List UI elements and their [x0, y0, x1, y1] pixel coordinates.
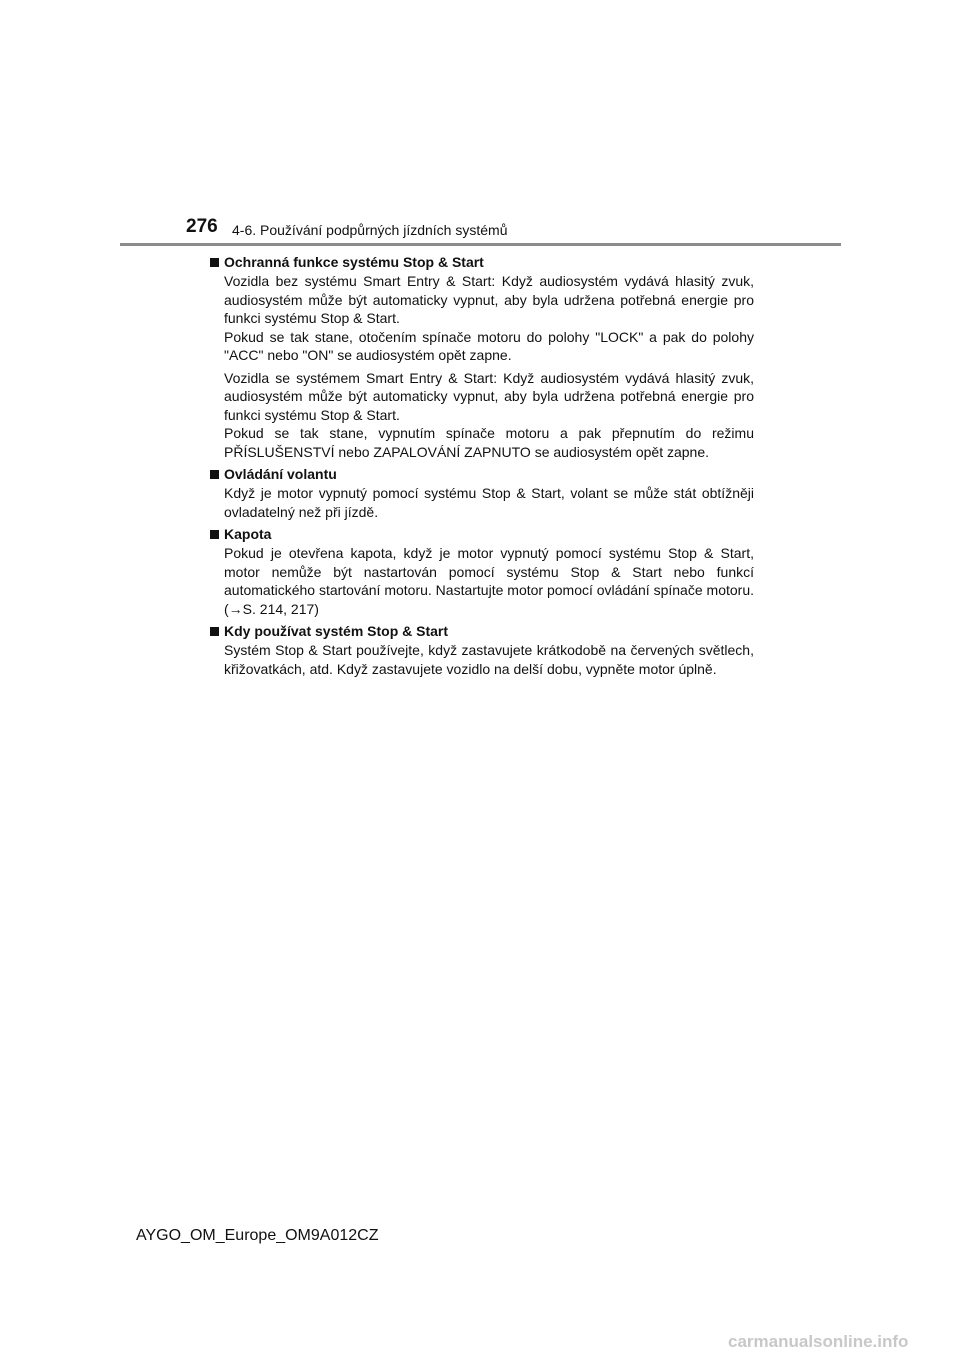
section-steering: [210, 465, 754, 521]
section-when-to-use: [210, 622, 754, 678]
square-bullet-icon: [210, 627, 219, 636]
section-heading-text: Ochranná funkce systému Stop & Start: [224, 254, 484, 270]
section-heading-text: Ovládání volantu: [224, 466, 337, 482]
section-heading: [210, 525, 754, 544]
section-stop-start-protection: [210, 253, 754, 461]
paragraph: Systém Stop & Start používejte, když zastavujete krátkodobě na červených světlech, křižovatkách, atd. Když zastavujete vozidlo na delší dobu, vypněte motor úplně.: [224, 642, 754, 677]
chapter-title: 4-6. Používání podpůrných jízdních systémů: [232, 222, 508, 238]
section-hood: [210, 525, 754, 618]
section-heading: [210, 465, 754, 484]
document-code: AYGO_OM_Europe_OM9A012CZ: [136, 1227, 379, 1244]
paragraph: Pokud je otevřena kapota, když je motor vypnutý pomocí systému Stop & Start, motor nemůže být nastartován pomocí systému Stop & Start nebo funkcí automatického startování motoru. Nastartujte motor pomocí ovládání spínače motoru. (→S. 214, 217): [224, 545, 754, 617]
paragraph: Vozidla se systémem Smart Entry & Start: Když audiosystém vydává hlasitý zvuk, audiosystém může být automaticky vypnut, aby byla udržena potřebná energie pro funkci systému Stop & Start. Pokud se tak stane, vypnutím spínače motoru a pak přepnutím do režimu PŘÍSLUŠENSTVÍ nebo ZAPALOVÁNÍ ZAPNUTO se audiosystém opět zapne.: [224, 369, 754, 460]
page-content: [210, 253, 754, 682]
watermark: carmanualsonline.info: [728, 1332, 909, 1351]
page-number: 276: [186, 216, 218, 237]
header-divider: [120, 243, 841, 246]
paragraph: Vozidla bez systému Smart Entry & Start: Když audiosystém vydává hlasitý zvuk, audiosystém může být automaticky vypnut, aby byla udržena potřebná energie pro funkci systému Stop & Start. Pokud se tak stane, otočením spínače motoru do polohy "LOCK" a pak do polohy "ACC" nebo "ON" se audiosystém opět zapne.: [224, 273, 754, 363]
section-heading-text: Kapota: [224, 526, 272, 542]
section-heading-text: Kdy používat systém Stop & Start: [224, 623, 449, 639]
paragraph: Když je motor vypnutý pomocí systému Stop & Start, volant se může stát obtížněji ovladatelný než při jízdě.: [224, 485, 754, 520]
square-bullet-icon: [210, 470, 219, 479]
square-bullet-icon: [210, 530, 219, 539]
square-bullet-icon: [210, 258, 219, 267]
section-heading: [210, 253, 754, 272]
section-heading: [210, 622, 754, 641]
